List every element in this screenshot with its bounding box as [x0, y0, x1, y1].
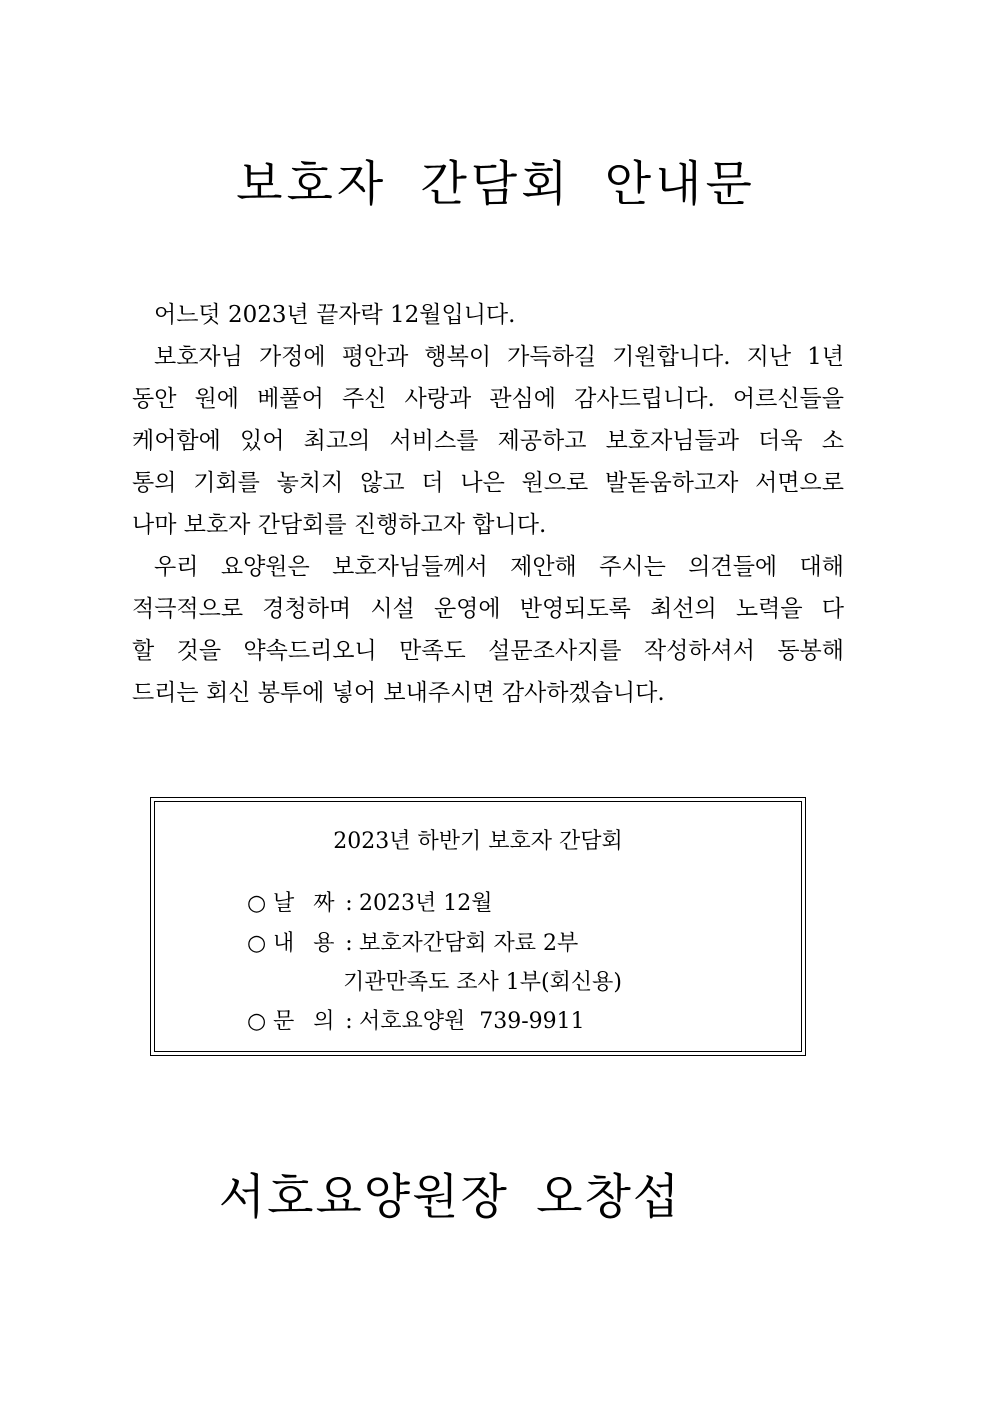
date-value: 2023년 12월 — [359, 891, 493, 916]
paragraph-3-line-2: 적극적으로 경청하며 시설 운영에 반영되도록 최선의 노력을 다 — [132, 596, 844, 622]
paragraph-1-line-1: 어느덧 2023년 끝자락 12월입니다. — [154, 302, 516, 328]
paragraph-3-line-1: 우리 요양원은 보호자님들께서 제안해 주시는 의견들에 대해 — [154, 554, 844, 580]
content-colon: : — [345, 931, 353, 956]
meeting-date-row — [247, 888, 492, 920]
meeting-content-row-2 — [343, 967, 622, 999]
meeting-info-title: 2023년 하반기 보호자 간담회 — [333, 829, 623, 854]
paragraph-2-line-1: 보호자님 가정에 평안과 행복이 가득하길 기원합니다. 지난 1년 — [154, 344, 844, 370]
meeting-content-row — [247, 928, 578, 960]
content-value-1: 보호자간담회 자료 2부 — [359, 931, 579, 956]
paragraph-3-line-3: 할 것을 약속드리오니 만족도 설문조사지를 작성하셔서 동봉해 — [132, 638, 844, 664]
content-label: 내 용 — [273, 931, 341, 956]
meeting-info-box-inner-border — [154, 801, 802, 1052]
signature: 서호요양원장 오창섭 — [218, 1169, 682, 1225]
body-text — [132, 294, 844, 714]
date-label: 날 짜 — [273, 891, 341, 916]
date-colon: : — [345, 891, 353, 916]
inquiry-colon: : — [345, 1009, 353, 1034]
inquiry-value: 서호요양원 739-9911 — [359, 1009, 585, 1034]
inquiry-label: 문 의 — [273, 1009, 341, 1034]
document-title: 보호자 간담회 안내문 — [236, 156, 756, 212]
content-value-2: 기관만족도 조사 1부(회신용) — [343, 970, 622, 995]
circle-bullet-icon: ○ — [247, 891, 267, 916]
meeting-info-box — [150, 797, 806, 1056]
circle-bullet-icon: ○ — [247, 1009, 267, 1034]
paragraph-2-line-4: 통의 기회를 놓치지 않고 더 나은 원으로 발돋움하고자 서면으로 — [132, 470, 844, 496]
paragraph-2-line-5: 나마 보호자 간담회를 진행하고자 합니다. — [132, 512, 547, 538]
meeting-inquiry-row — [247, 1006, 585, 1038]
circle-bullet-icon: ○ — [247, 931, 267, 956]
paragraph-2-line-3: 케어함에 있어 최고의 서비스를 제공하고 보호자님들과 더욱 소 — [132, 428, 844, 454]
paragraph-2-line-2: 동안 원에 베풀어 주신 사랑과 관심에 감사드립니다. 어르신들을 — [132, 386, 844, 412]
paragraph-3-line-4: 드리는 회신 봉투에 넣어 보내주시면 감사하겠습니다. — [132, 680, 665, 706]
